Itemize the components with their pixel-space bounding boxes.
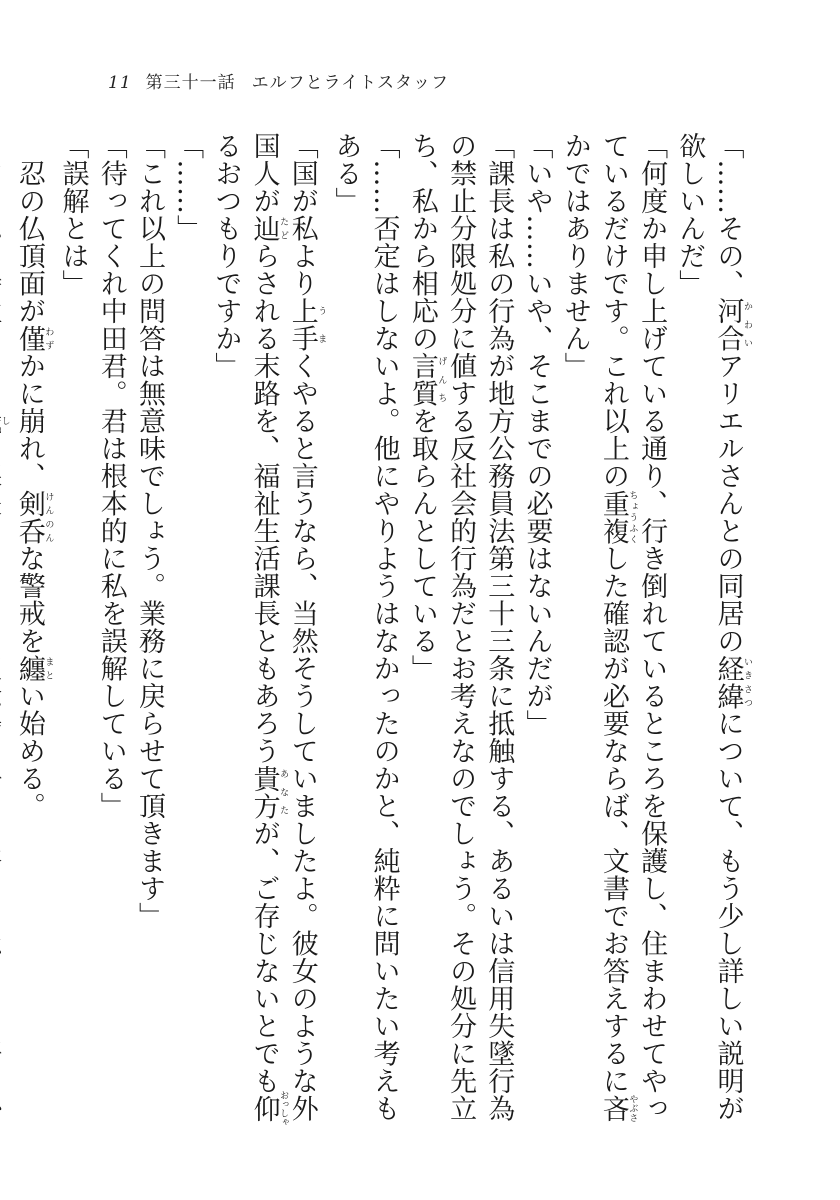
paragraph-4 [403,132,518,1142]
paragraph-2 [555,132,670,1142]
ruby-reading: いきさつ [742,654,752,710]
ruby-reading: あなた [278,764,289,820]
ruby-reading: わず [43,324,54,352]
ruby-base: 辿 [248,214,280,242]
ruby-reading: けんのん [43,489,54,545]
text-run: い始める。 [13,682,45,820]
paragraph-9 [92,132,130,1142]
ruby-word [248,214,289,243]
ruby-reading: うま [316,297,327,352]
chapter-number: 第三十一話 [145,73,236,93]
text-run: な警戒を [13,544,45,655]
text-run: 分限処分に値する反社会的行為だとお考えなのでしょう。その処分に先立ち、私から相応の [406,132,477,1122]
text-run: について、もう少し詳しい説明が欲しいんだ」 [674,132,744,1122]
paragraph-10 [53,132,91,1142]
paragraph-3 [517,132,555,1142]
ruby-word [712,297,752,352]
paragraph-8 [130,132,168,1142]
paragraph-5 [326,132,402,1142]
ruby-word [712,654,752,710]
ruby-word [597,1094,638,1123]
ruby-base: 河合 [712,297,744,352]
ruby-reading: ちょうふく [627,489,638,545]
text-run [0,132,1,407]
ruby-base: 剣呑 [13,489,45,545]
ruby-reading: げんち [436,352,447,407]
page-number: 11 [108,73,132,93]
ruby-base: 貴方 [248,764,280,820]
text-run: らされる末路を、福祉生活課長ともあろう [248,242,280,765]
text-run: 「……否定はしないよ。他にやりようはなかったのかと、純粋に問いたい考えもある」 [330,132,400,1122]
ruby-word [13,654,54,683]
text-run: くやると言うなら、当然そうしていましたよ。彼女のような外国人が [248,132,318,1122]
paragraph-11 [10,132,54,1142]
text-run: を取らんとしている」 [406,407,438,682]
ruby-base: 重複 [597,489,629,545]
text-run: 「これ以上の問答は無意味でしょう。業務に戻らせて頂きます」 [133,132,165,930]
text-run: 忍の仏頂面が [13,132,45,325]
text-run: 「何度か申し上げている通り、行き倒れているところを保護し、住まわせてやっているだけです。これ以上の [597,132,668,1122]
ruby-base: 上手 [286,297,318,352]
ruby-reading: たど [278,214,289,242]
text-run: 「……その、 [712,132,744,297]
text-run: 「誤解とは」 [57,132,89,297]
ruby-base: 吝 [597,1094,629,1122]
text-run: した確認が必要ならば、文書でお答えするに [597,544,629,1095]
text-run: 「課長は私の行為が地方公務員法第三十三条に抵触する、あるいは [483,132,515,957]
ruby-word [248,764,289,820]
ruby-reading: まと [43,654,54,682]
ruby-base: 言質 [406,352,438,407]
ruby-reading: おっしゃ [278,1090,289,1127]
text-run: 「待ってくれ中田君。君は根本的に私を誤解している」 [95,132,127,820]
ruby-base: 信用失墜行為の禁止 [445,132,515,1122]
text-run: るおつもりですか」 [210,132,242,380]
ruby-word [597,489,638,545]
ruby-reading: やぶさ [627,1094,638,1122]
text-run: が、ご存じないとでも [248,819,280,1095]
chapter-title: エルフとライトスタッフ [251,73,449,93]
running-head [108,68,449,93]
text-run: かに崩れ、 [13,352,45,490]
text-run: 「国が私より [286,132,318,297]
body-text [0,132,752,1142]
paragraph-1 [670,132,752,1142]
paragraph-12 [0,132,10,1142]
ruby-word [13,489,54,545]
text-run: 「いや……いや、そこまでの必要はないんだが」 [521,132,553,737]
ruby-base: 纏 [13,654,45,682]
ruby-word [248,1090,289,1127]
ruby-reading: かわい [742,297,752,352]
text-run: かではありません」 [559,132,591,380]
ruby-word [13,324,54,353]
ruby-base: 仰 [248,1090,280,1127]
paragraph-7 [168,132,206,1142]
ruby-reading: し [0,407,10,435]
text-run: アリエルさんとの同居の [712,352,744,655]
ruby-base: 僅 [13,324,45,352]
text-run: 「……」 [172,132,204,242]
ruby-word [0,407,10,435]
ruby-word [286,297,327,352]
ruby-word [406,352,447,407]
ruby-base: 経緯 [712,654,744,710]
paragraph-6 [206,132,326,1142]
